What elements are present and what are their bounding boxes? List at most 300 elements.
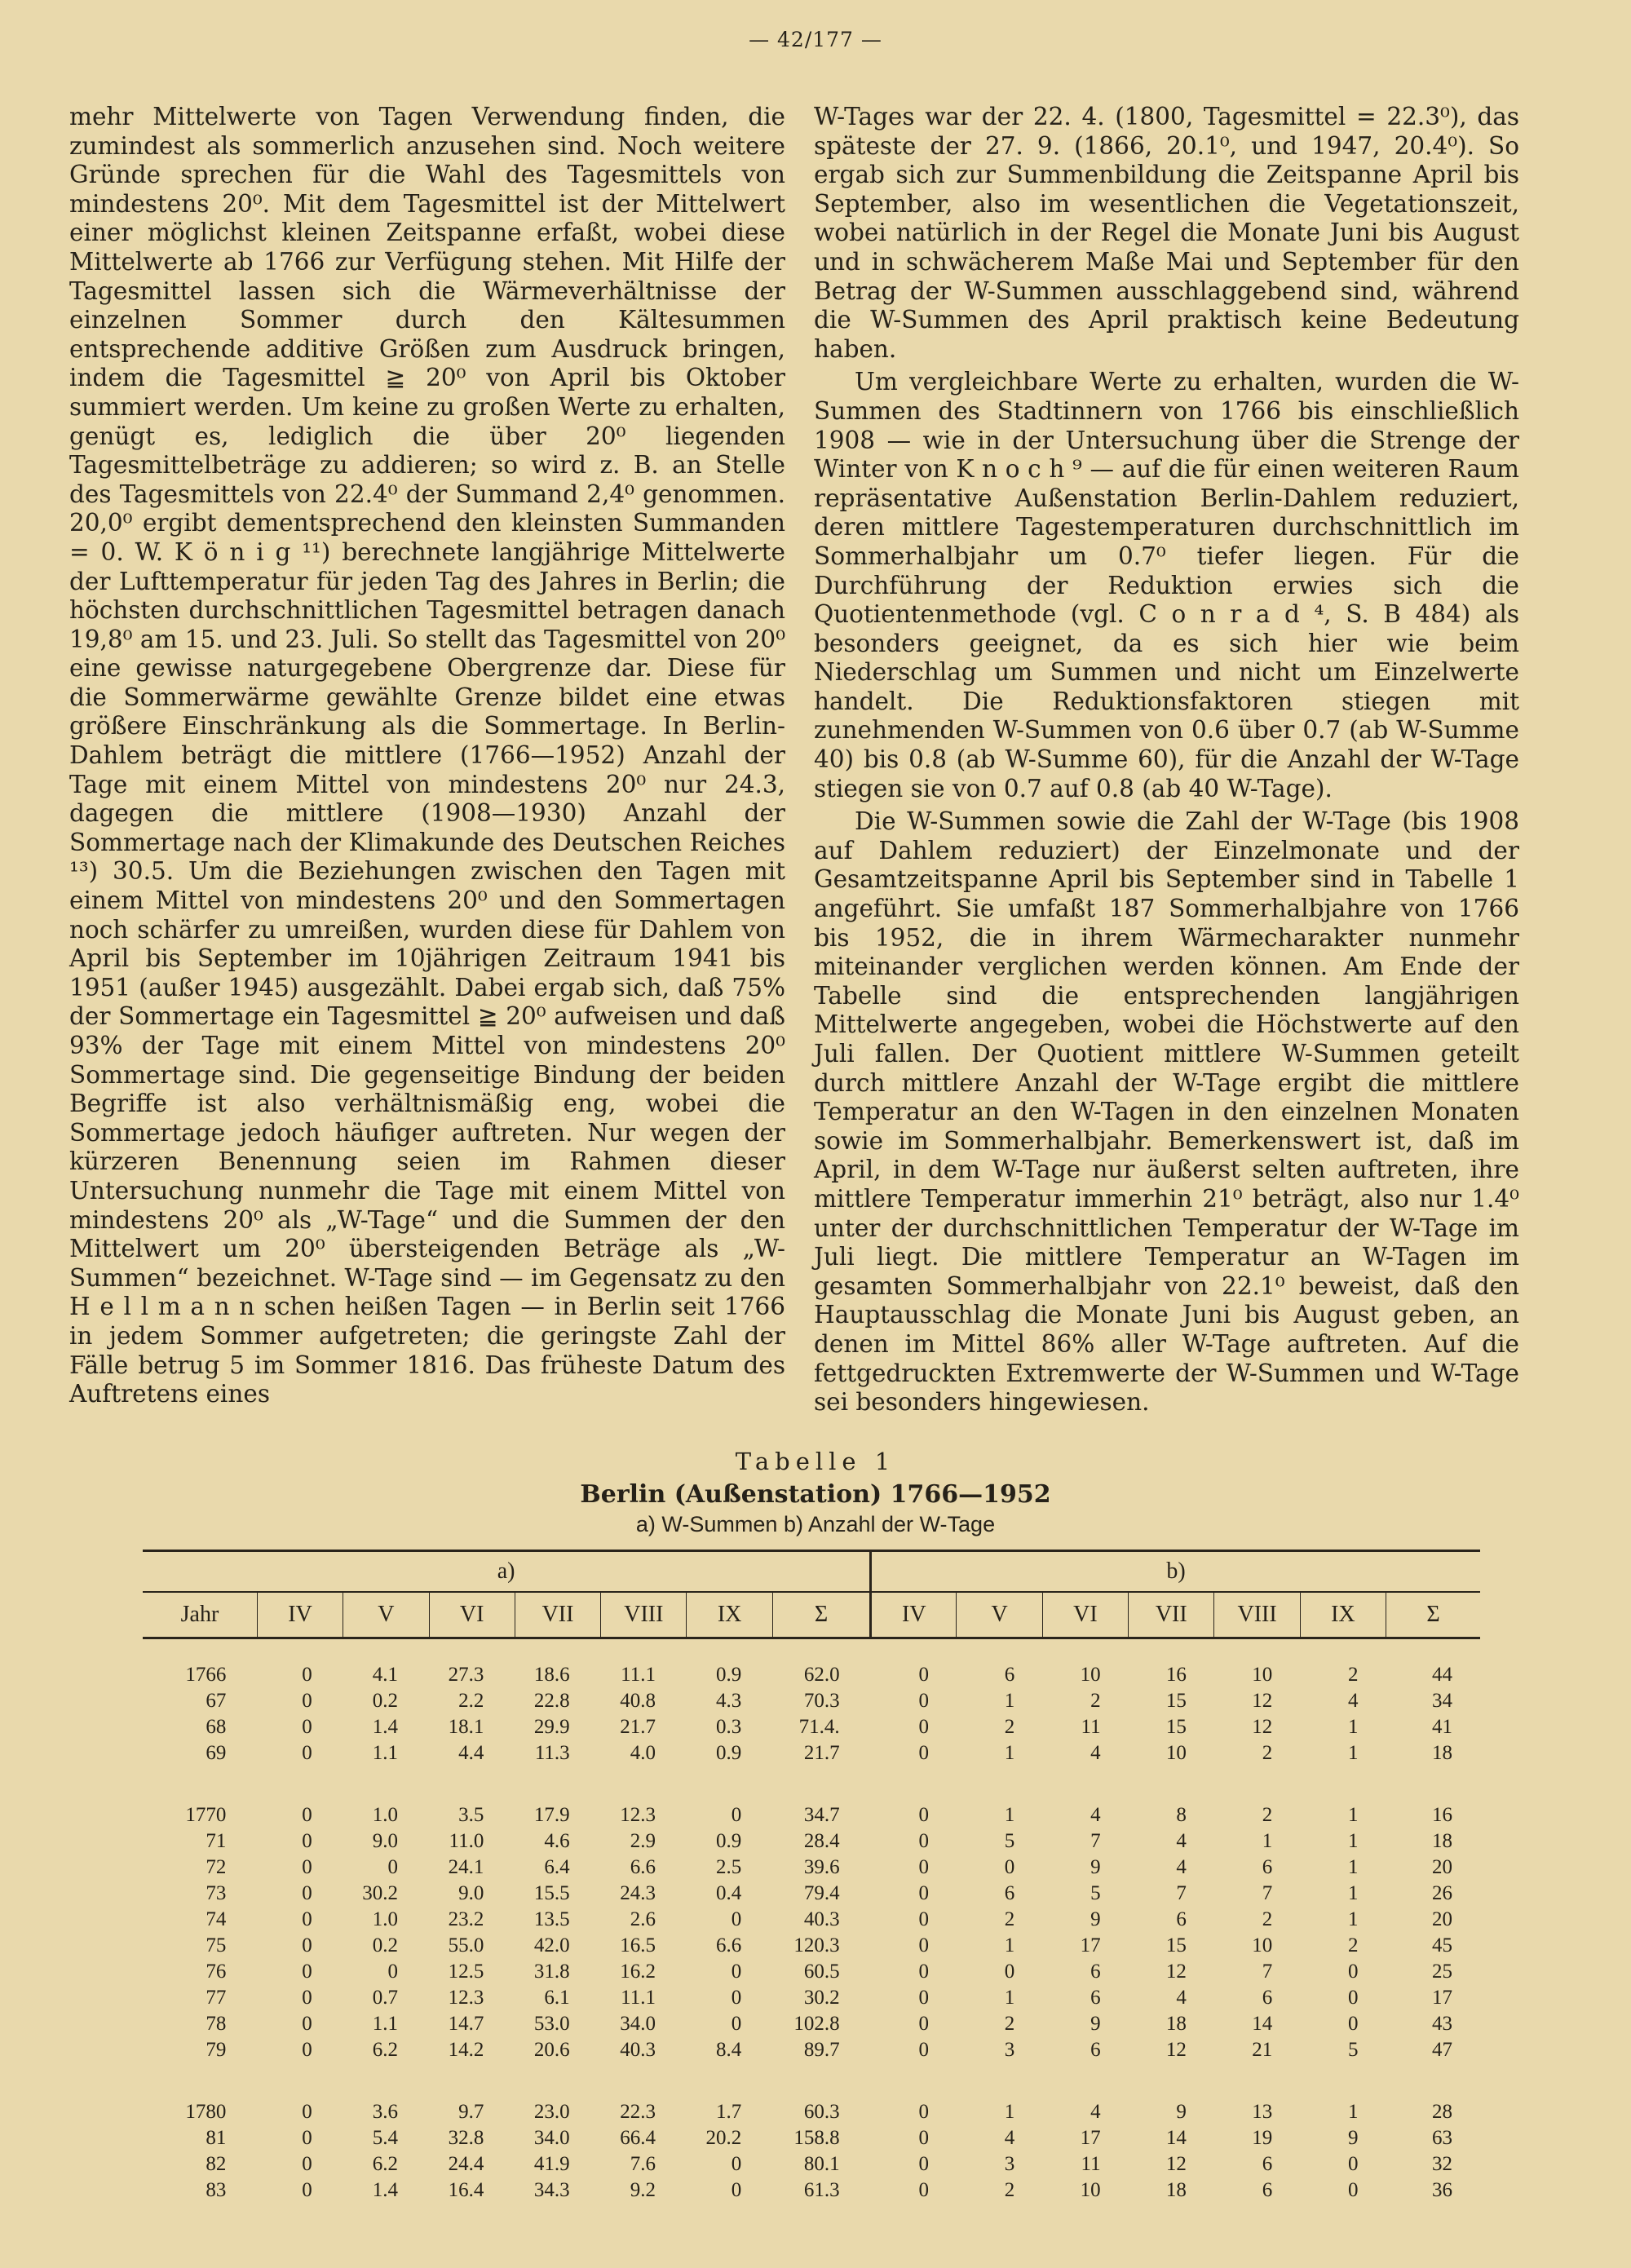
table-cell: 0 [302,1690,312,1712]
table-cell: 0 [1348,1987,1359,2009]
table-cell: 6.4 [544,1856,570,1878]
table-cell: 0 [918,1690,929,1712]
table-cell: 0 [918,1830,929,1852]
table-cell: 16.5 [620,1934,656,1956]
table-cell: 9 [1090,1856,1101,1878]
table-cell: 16 [1432,1804,1452,1826]
table-cell: 0 [731,1908,742,1930]
right-text-column [814,103,1519,1417]
table-cell: 24.1 [448,1856,484,1878]
table-cell: 0 [302,1856,312,1878]
column-header: Σ [1386,1592,1480,1638]
table-cell: 0 [302,1908,312,1930]
table-cell: 11.0 [449,1830,484,1852]
table-cell: 0 [302,1987,312,2009]
table-cell: 12.3 [448,1987,484,2009]
table-cell: 0 [1004,1961,1015,1983]
table-cell: 102.8 [793,2013,840,2035]
year-cell: 81 [206,2127,227,2149]
table-cell: 11.1 [621,1664,656,1686]
table-cell: 0 [1348,1961,1359,1983]
table-row [143,1662,1480,1688]
table-cell: 2.5 [716,1856,742,1878]
table-cell: 70.3 [803,1690,840,1712]
table-cell: 2 [1262,1908,1273,1930]
table-cell: 5 [1004,1830,1015,1852]
year-cell: 71 [206,1830,227,1852]
table-cell: 7 [1176,1882,1187,1904]
table-cell: 40.3 [620,2039,656,2061]
table-cell: 10 [1252,1934,1273,1956]
table-cell: 4 [1348,1690,1359,1712]
table-row [143,2151,1480,2177]
table-cell: 42.0 [533,1934,570,1956]
table-cell: 0.3 [716,1716,742,1738]
group-a-header: a) [143,1551,871,1593]
column-header: Jahr [143,1592,257,1638]
table-cell: 71.4. [798,1716,840,1738]
table-cell: 6.2 [372,2039,399,2061]
table-cell: 0.9 [716,1664,742,1686]
table-cell: 28.4 [803,1830,840,1852]
table-cell: 24.3 [620,1882,656,1904]
table-cell: 2 [1262,1804,1273,1826]
table-cell: 0 [918,2179,929,2201]
column-header: VII [1129,1592,1214,1638]
column-header: IX [687,1592,772,1638]
table-cell: 30.2 [803,1987,840,2009]
table-row [143,1714,1480,1740]
table-cell: 6.6 [630,1856,656,1878]
column-header: IX [1300,1592,1386,1638]
year-cell: 68 [206,1716,227,1738]
table-cell: 4.3 [716,1690,742,1712]
table-row [143,1802,1480,1828]
table-cell: 9 [1176,2101,1187,2123]
table-cell: 34.0 [533,2127,570,2149]
paragraph: Um vergleichbare Werte zu erhalten, wurden die W-Summen des Stadtinnern von 1766 bis einschließlich 1908 — wie in der Untersuchung über die Strenge der Winter von K n o c h ⁹ — auf die für einen weiteren Raum repräsentative Außenstation Berlin-Dahlem reduziert, deren mittlere Tagestemperaturen durchschnittlich im Sommerhalbjahr um 0.7⁰ tiefer liegen. Für die Durchführung der Reduktion erwies sich die Quotientenmethode (vgl. C o n r a d ⁴, S. B 484) als besonders geeignet, da es sich hier wie beim Niederschlag um Summen und nicht um Einzelwerte handelt. Die Reduktionsfaktoren stiegen mit zunehmenden W-Summen von 0.6 über 0.7 (ab W-Summe 40) bis 0.8 (ab W-Summe 60), für die Anzahl der W-Tage stiegen sie von 0.7 auf 0.8 (ab 40 W-Tage). [814,368,1519,802]
year-cell: 79 [206,2039,227,2061]
row-spacer [143,1638,1480,1663]
table-cell: 21 [1252,2039,1273,2061]
table-cell: 3 [1004,2153,1015,2175]
table-cell: 12 [1252,1716,1273,1738]
table-cell: 6 [1176,1908,1187,1930]
table-cell: 10 [1252,1664,1273,1686]
table-cell: 0 [918,1934,929,1956]
table-row [143,2011,1480,2037]
table-cell: 1 [1004,1987,1015,2009]
table-cell: 0 [918,1664,929,1686]
table-cell: 0 [1348,2179,1359,2201]
table-cell: 2 [1004,1908,1015,1930]
table-cell: 2 [1348,1664,1359,1686]
table-cell: 14 [1165,2127,1187,2149]
table-cell: 2 [1004,1716,1015,1738]
table-cell: 15 [1165,1934,1187,1956]
table-cell: 18 [1432,1742,1452,1764]
table-cell: 0 [1348,2013,1359,2035]
table-cell: 40.3 [803,1908,840,1930]
table-cell: 17 [1080,1934,1101,1956]
table-cell: 11 [1081,2153,1101,2175]
column-header: IV [257,1592,343,1638]
table-cell: 22.8 [533,1690,570,1712]
table-cell: 2 [1262,1742,1273,1764]
table-cell: 20.2 [705,2127,742,2149]
table-cell: 18.1 [448,1716,484,1738]
table-cell: 4 [1176,1987,1187,2009]
table-cell: 23.0 [533,2101,570,2123]
year-cell: 82 [206,2153,227,2175]
table-cell: 12 [1165,2153,1187,2175]
table-cell: 6 [1262,2153,1273,2175]
table-cell: 11 [1081,1716,1101,1738]
table-cell: 12.5 [448,1961,484,1983]
table-cell: 7.6 [630,2153,656,2175]
table-cell: 0 [918,2039,929,2061]
table-cell: 28 [1432,2101,1452,2123]
table-row [143,1985,1480,2011]
table-cell: 6 [1262,2179,1273,2201]
table-cell: 0 [302,1934,312,1956]
table-cell: 13.5 [533,1908,570,1930]
table-subtitle: a) W-Summen b) Anzahl der W-Tage [635,1512,996,1536]
table-cell: 29.9 [533,1716,570,1738]
table-cell: 0 [918,2013,929,2035]
table-cell: 44 [1432,1664,1452,1686]
table-cell: 0 [731,2013,742,2035]
table-cell: 19 [1252,2127,1273,2149]
table-cell: 0 [1348,2153,1359,2175]
paragraph: W-Tages war der 22. 4. (1800, Tagesmittel = 22.3⁰), das späteste der 27. 9. (1866, 20.1⁰, und 1947, 20.4⁰). So ergab sich zur Summenbildung die Zeitspanne April bis September, also im wesentlichen die Vegetationszeit, wobei natürlich in der Regel die Monate Juni bis August und in schwächerem Maße Mai und September für den Betrag der W-Summen ausschlaggebend sind, während die W-Summen des April praktisch keine Bedeutung haben. [814,103,1519,363]
year-cell: 76 [206,1961,227,1983]
table-cell: 39.6 [803,1856,840,1878]
table-cell: 9.7 [458,2101,484,2123]
row-spacer [143,1766,1480,1802]
table-cell: 32.8 [448,2127,484,2149]
table-cell: 11.3 [534,1742,570,1764]
year-cell: 77 [206,1987,227,2009]
group-b-header: b) [871,1551,1480,1593]
table-cell: 1 [1262,1830,1273,1852]
table-cell: 62.0 [803,1664,840,1686]
column-header: IV [871,1592,957,1638]
column-header: VII [515,1592,600,1638]
column-header: VIII [1214,1592,1300,1638]
table-cell: 13 [1252,2101,1273,2123]
table-cell: 0.7 [372,1987,399,2009]
table-cell: 1 [1004,1934,1015,1956]
data-table [143,1550,1480,2204]
table-cell: 15 [1165,1690,1187,1712]
table-cell: 0 [918,1856,929,1878]
table-cell: 0 [918,2127,929,2149]
table-cell: 6 [1262,1856,1273,1878]
table-cell: 6 [1090,1987,1101,2009]
table-cell: 4.0 [630,1742,656,1764]
table-cell: 9.0 [458,1882,484,1904]
table-cell: 18.6 [533,1664,570,1686]
table-cell: 16.4 [448,2179,484,2201]
table-cell: 12.3 [620,1804,656,1826]
table-cell: 16.2 [620,1961,656,1983]
table-cell: 5 [1090,1882,1101,1904]
table-cell: 27.3 [448,1664,484,1686]
table-cell: 79.4 [803,1882,840,1904]
table-cell: 9 [1090,1908,1101,1930]
table-cell: 15.5 [533,1882,570,1904]
table-cell: 4 [1004,2127,1015,2149]
table-cell: 36 [1432,2179,1452,2201]
table-cell: 0 [302,2039,312,2061]
table-cell: 24.4 [448,2153,484,2175]
table-cell: 20 [1432,1908,1452,1930]
table-cell: 4.4 [458,1742,484,1764]
table-cell: 1.1 [372,1742,399,1764]
table-cell: 18 [1165,2013,1187,2035]
table-cell: 7 [1262,1961,1273,1983]
table-cell: 0 [731,2179,742,2201]
table-row [143,1740,1480,1766]
table-cell: 1 [1004,1690,1015,1712]
table-cell: 0 [302,1664,312,1686]
year-cell: 1770 [185,1804,227,1826]
table-cell: 0 [918,1961,929,1983]
table-cell: 0 [302,1804,312,1826]
table-cell: 0 [302,2127,312,2149]
table-cell: 41.9 [533,2153,570,2175]
table-cell: 16 [1165,1664,1187,1686]
table-cell: 4 [1176,1856,1187,1878]
table-cell: 17 [1080,2127,1101,2149]
year-cell: 73 [206,1882,227,1904]
table-cell: 0 [918,1804,929,1826]
table-cell: 1 [1348,1804,1359,1826]
table-cell: 80.1 [803,2153,840,2175]
table-cell: 1 [1348,1856,1359,1878]
table-cell: 1.4 [372,1716,399,1738]
table-cell: 0 [918,1908,929,1930]
table-cell: 3.5 [458,1804,484,1826]
table-cell: 6 [1004,1664,1015,1686]
table-cell: 0 [918,1882,929,1904]
table-cell: 1.7 [716,2101,742,2123]
table-cell: 2.2 [458,1690,484,1712]
table-cell: 0 [731,2153,742,2175]
table-cell: 0 [918,1987,929,2009]
table-cell: 10 [1080,2179,1101,2201]
table-cell: 0 [387,1856,399,1878]
table-cell: 6.1 [544,1987,570,2009]
table-cell: 61.3 [803,2179,840,2201]
table-cell: 20.6 [533,2039,570,2061]
table-cell: 6 [1090,2039,1101,2061]
table-cell: 1.0 [372,1804,399,1826]
table-cell: 34.3 [533,2179,570,2201]
column-header: VIII [601,1592,687,1638]
table-cell: 18 [1432,1830,1452,1852]
table-cell: 14 [1252,2013,1273,2035]
table-cell: 1 [1348,2101,1359,2123]
table-cell: 0 [918,1742,929,1764]
table-row [143,2037,1480,2063]
table-cell: 0.9 [716,1830,742,1852]
table-cell: 0 [918,1716,929,1738]
table-cell: 0 [302,2101,312,2123]
table-cell: 34.0 [620,2013,656,2035]
table-cell: 0 [731,1804,742,1826]
column-header: V [343,1592,429,1638]
table-cell: 20 [1432,1856,1452,1878]
table-cell: 1 [1348,1882,1359,1904]
table-cell: 0 [731,1961,742,1983]
table-cell: 1.0 [372,1908,399,1930]
table-cell: 0 [387,1961,399,1983]
table-cell: 1 [1348,1716,1359,1738]
year-cell: 78 [206,2013,227,2035]
table-cell: 47 [1432,2039,1452,2061]
table-cell: 8.4 [716,2039,742,2061]
year-cell: 69 [206,1742,227,1764]
paragraph: mehr Mittelwerte von Tagen Verwendung finden, die zumindest als sommerlich anzusehen sind. Noch weitere Gründe sprechen für die Wahl des Tagesmittels von mindestens 20⁰. Mit dem Tagesmittel ist der Mittelwert einer möglichst kleinen Zeitspanne erfaßt, wobei diese Mittelwerte ab 1766 zur Verfügung stehen. Mit Hilfe der Tagesmittel lassen sich die Wärmeverhältnisse der einzelnen Sommer durch den Kältesummen entsprechende additive Größen zum Ausdruck bringen, indem die Tagesmittel ≧ 20⁰ von April bis Oktober summiert werden. Um keine zu großen Werte zu erhalten, genügt es, lediglich die über 20⁰ liegenden Tagesmittelbeträge zu addieren; so wird z. B. an Stelle des Tagesmittels von 22.4⁰ der Summand 2,4⁰ genommen. 20,0⁰ ergibt dementsprechend den kleinsten Summanden = 0. W. K ö n i g ¹¹) berechnete langjährige Mittelwerte der Lufttemperatur für jeden Tag des Jahres in Berlin; die höchsten durchschnittlichen Tagesmittel betragen danach 19,8⁰ am 15. und 23. Juli. So stellt das Tagesmittel von 20⁰ eine gewisse naturgegebene Obergrenze dar. Diese für die Sommerwärme gewählte Grenze bildet eine etwas größere Einschränkung als die Sommertage. In Berlin-Dahlem beträgt die mittlere (1766—1952) Anzahl der Tage mit einem Mittel von mindestens 20⁰ nur 24.3, dagegen die mittlere (1908—1930) Anzahl der Sommertage nach der Klimakunde des Deutschen Reiches ¹³) 30.5. Um die Beziehungen zwischen den Tagen mit einem Mittel von mindestens 20⁰ und den Sommertagen noch schärfer zu umreißen, wurden diese für Dahlem von April bis September im 10jährigen Zeitraum 1941 bis 1951 (außer 1945) ausgezählt. Dabei ergab sich, daß 75% der Sommertage ein Tagesmittel ≧ 20⁰ aufweisen und daß 93% der Tage mit einem Mittel von mindestens 20⁰ Sommertage sind. Die gegenseitige Bindung der beiden Begriffe ist also verhältnismäßig eng, wobei die Sommertage jedoch häufiger auftreten. Nur wegen der kürzeren Benennung seien im Rahmen dieser Untersuchung nunmehr die Tage mit einem Mittel von mindestens 20⁰ als „W-Tage“ und die Summen der den Mittelwert um 20⁰ übersteigenden Beträge als „W-Summen“ bezeichnet. W-Tage sind — im Gegensatz zu den H e l l m a n n schen heißen Tagen — in Berlin seit 1766 in jedem Sommer aufgetreten; die geringste Zahl der Fälle betrug 5 im Sommer 1816. Das früheste Datum des Auftretens eines [69,103,786,1408]
year-cell: 1766 [185,1664,227,1686]
table-cell: 4.6 [544,1830,570,1852]
table-cell: 2.9 [630,1830,656,1852]
table-cell: 0 [918,2153,929,2175]
table-cell: 5 [1348,2039,1359,2061]
table-cell: 41 [1432,1716,1452,1738]
table-cell: 0 [302,1716,312,1738]
table-cell: 12 [1165,1961,1187,1983]
table-row [143,1907,1480,1933]
table-cell: 3 [1004,2039,1015,2061]
table-cell: 0.9 [716,1742,742,1764]
table-cell: 66.4 [620,2127,656,2149]
table-cell: 26 [1432,1882,1452,1904]
table-row [143,1855,1480,1881]
table-cell: 22.3 [620,2101,656,2123]
table-cell: 1 [1004,2101,1015,2123]
table-cell: 43 [1432,2013,1452,2035]
table-cell: 9.0 [372,1830,399,1852]
table-cell: 53.0 [533,2013,570,2035]
year-cell: 72 [206,1856,227,1878]
year-cell: 67 [206,1690,227,1712]
table-cell: 5.4 [372,2127,399,2149]
table-cell: 0 [302,2153,312,2175]
year-cell: 1780 [185,2101,227,2123]
table-cell: 0.2 [372,1690,399,1712]
table-cell: 1 [1348,1742,1359,1764]
table-cell: 31.8 [533,1961,570,1983]
table-row [143,1828,1480,1855]
table-cell: 1 [1348,1908,1359,1930]
table-cell: 0 [302,1882,312,1904]
table-cell: 2 [1348,1934,1359,1956]
table-cell: 17.9 [533,1804,570,1826]
table-cell: 45 [1432,1934,1452,1956]
table-cell: 10 [1165,1742,1187,1764]
table-cell: 4.1 [372,1664,399,1686]
row-spacer [143,2063,1480,2099]
table-cell: 11.1 [621,1987,656,2009]
table-cell: 15 [1165,1716,1187,1738]
table-cell: 2 [1004,2179,1015,2201]
year-cell: 74 [206,1908,227,1930]
table-cell: 12 [1252,1690,1273,1712]
table-row [143,1959,1480,1985]
table-row [143,1881,1480,1907]
table-cell: 4 [1090,2101,1101,2123]
table-cell: 12 [1165,2039,1187,2061]
table-cell: 18 [1165,2179,1187,2201]
table-cell: 21.7 [803,1742,840,1764]
table-label: Tabelle 1 [735,1448,896,1475]
table-cell: 14.7 [448,2013,484,2035]
table-row [143,1688,1480,1714]
table-cell: 9 [1090,2013,1101,2035]
table-cell: 7 [1262,1882,1273,1904]
table-cell: 9.2 [630,2179,656,2201]
table-cell: 7 [1090,1830,1101,1852]
table-cell: 0 [302,1961,312,1983]
table-cell: 8 [1176,1804,1187,1826]
table-row [143,2099,1480,2125]
table-cell: 1 [1004,1804,1015,1826]
table-title: Berlin (Außenstation) 1766—1952 [580,1480,1051,1509]
table-cell: 30.2 [362,1882,399,1904]
table-cell: 6 [1090,1961,1101,1983]
year-cell: 83 [206,2179,227,2201]
table-cell: 32 [1432,2153,1452,2175]
table-cell: 6.6 [716,1934,742,1956]
table-cell: 63 [1432,2127,1452,2149]
table-cell: 3.6 [372,2101,399,2123]
table-cell: 0 [302,1742,312,1764]
table-cell: 6 [1004,1882,1015,1904]
table-cell: 0 [302,1830,312,1852]
table-row [143,2125,1480,2151]
column-header: V [957,1592,1042,1638]
table-cell: 23.2 [448,1908,484,1930]
table-cell: 60.3 [803,2101,840,2123]
table-cell: 14.2 [448,2039,484,2061]
table-cell: 120.3 [793,1934,840,1956]
left-text-column [69,103,785,1409]
table-cell: 25 [1432,1961,1452,1983]
table-cell: 2 [1004,2013,1015,2035]
table-cell: 0 [1004,1856,1015,1878]
table-cell: 60.5 [803,1961,840,1983]
table-cell: 158.8 [793,2127,840,2149]
table-cell: 17 [1432,1987,1452,2009]
table-row [143,1933,1480,1959]
table-cell: 1 [1348,1830,1359,1852]
table-cell: 0 [918,2101,929,2123]
column-header: Σ [772,1592,870,1638]
table-cell: 0.2 [372,1934,399,1956]
table-cell: 2 [1090,1690,1101,1712]
table-cell: 55.0 [448,1934,484,1956]
table-cell: 40.8 [620,1690,656,1712]
table-cell: 4 [1090,1804,1101,1826]
page-number: — 42/177 — [749,28,882,51]
table-cell: 34 [1432,1690,1452,1712]
table-cell: 89.7 [803,2039,840,2061]
table-cell: 1.4 [372,2179,399,2201]
table-cell: 0 [302,2013,312,2035]
